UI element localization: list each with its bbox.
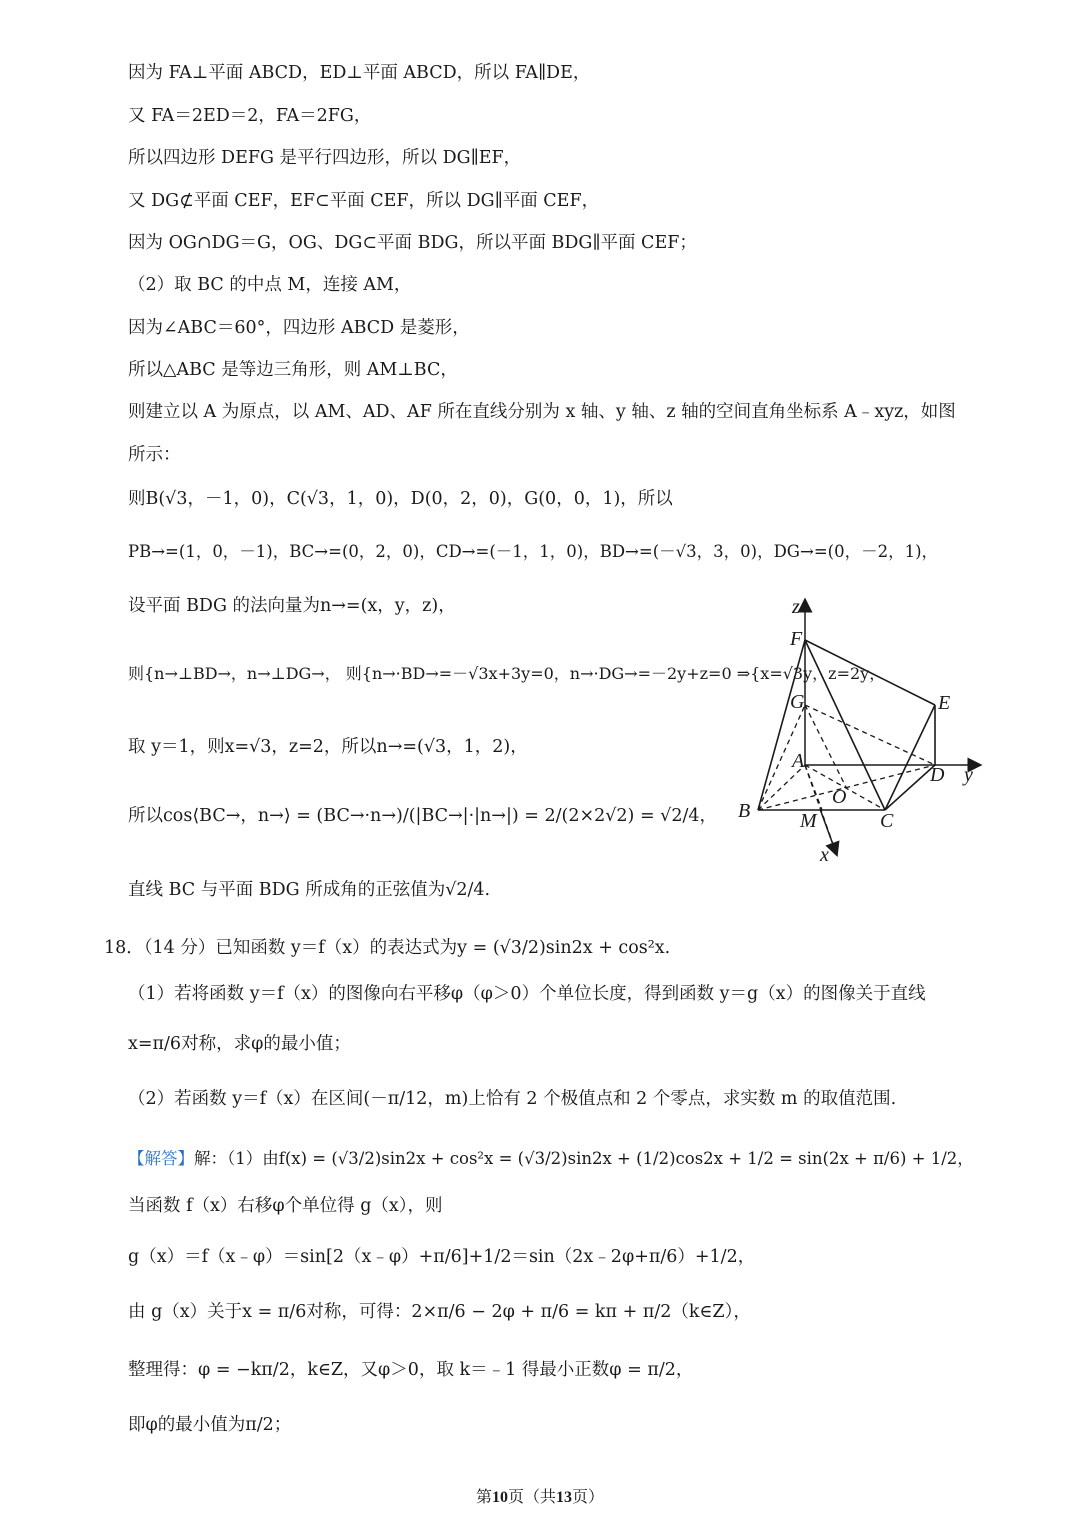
question-part-2: （2）若函数 y＝f（x）在区间(－π/12，m)上恰有 2 个极值点和 2 个零点，求实数 m 的取值范围. bbox=[128, 1089, 897, 1109]
text-line: 所示： bbox=[128, 445, 181, 465]
edge-FE bbox=[805, 640, 935, 705]
label-F: F bbox=[790, 628, 803, 650]
text-line: 所以四边形 DEFG 是平行四边形，所以 DG∥EF， bbox=[128, 148, 522, 168]
question-18-title: 18．（14 分）已知函数 y＝f（x）的表达式为y = (√3/2)sin2x + cos²x. bbox=[104, 938, 671, 958]
text-line: g（x）＝f（x﹣φ）＝sin[2（x﹣φ）+π/6]+1/2＝sin（2x﹣2φ+π/6）+1/2， bbox=[128, 1247, 756, 1267]
label-y: y bbox=[964, 764, 973, 786]
edge-GD bbox=[805, 705, 935, 765]
text-line: 因为 FA⊥平面 ABCD，ED⊥平面 ABCD，所以 FA∥DE， bbox=[128, 63, 591, 83]
label-C: C bbox=[880, 810, 894, 832]
text-line: 设平面 BDG 的法向量为n→=(x，y，z)， bbox=[128, 596, 456, 616]
text-line: 又 FA＝2ED＝2，FA＝2FG， bbox=[128, 106, 372, 126]
edge-GO bbox=[805, 705, 846, 787]
text-line: 所以cos⟨BC→，n→⟩ = (BC→·n→)/(|BC→|·|n→|) = 2/(2×2√2) = √2/4， bbox=[128, 806, 717, 826]
text-line: （2）取 BC 的中点 M，连接 AM， bbox=[128, 275, 412, 295]
edge-FB bbox=[758, 640, 805, 810]
label-G: G bbox=[790, 691, 805, 713]
text-line: 整理得：φ = −kπ/2，k∈Z，又φ＞0，取 k＝﹣1 得最小正数φ = π/2， bbox=[128, 1360, 694, 1380]
edge-BD bbox=[758, 765, 935, 810]
page-footer: 第10页（共13页） bbox=[475, 1489, 605, 1506]
text-line: 所以△ABC 是等边三角形，则 AM⊥BC， bbox=[128, 360, 458, 380]
text-line: 则建立以 A 为原点，以 AM、AD、AF 所在直线分别为 x 轴、y 轴、z 轴的空间直角坐标系 A﹣xyz，如图 bbox=[128, 402, 956, 422]
question-part-1: （1）若将函数 y＝f（x）的图像向右平移φ（φ＞0）个单位长度，得到函数 y＝g（x）的图像关于直线 bbox=[128, 984, 926, 1004]
text-line: 因为 OG∩DG＝G，OG、DG⊂平面 BDG，所以平面 BDG∥平面 CEF； bbox=[128, 233, 697, 253]
text-line: 当函数 f（x）右移φ个单位得 g（x），则 bbox=[128, 1196, 443, 1216]
label-z: z bbox=[792, 596, 800, 618]
answer-line bbox=[128, 1147, 974, 1171]
edge-AM bbox=[805, 765, 822, 810]
equation-system: 则{n→⊥BD→，n→⊥DG→， 则{n→·BD→=－√3x+3y=0，n→·DG→=－2y+z=0 ⇒{x=√3y，z=2y， bbox=[128, 664, 886, 683]
page-total: 13 bbox=[556, 1489, 572, 1506]
text-line: 即φ的最小值为π/2； bbox=[128, 1415, 292, 1435]
label-B: B bbox=[738, 800, 751, 822]
label-A: A bbox=[792, 750, 805, 772]
label-O: O bbox=[832, 786, 847, 808]
page-number: 10 bbox=[491, 1489, 508, 1506]
answer-tag: 【解答】 bbox=[128, 1149, 194, 1168]
text-line: 又 DG⊄平面 CEF，EF⊂平面 CEF，所以 DG∥平面 CEF， bbox=[128, 191, 600, 211]
geometry-figure bbox=[730, 595, 990, 870]
text-line: 直线 BC 与平面 BDG 所成角的正弦值为√2/4. bbox=[128, 880, 491, 900]
text-line: PB→=(1，0，－1)，BC→=(0，2，0)，CD→=(－1，1，0)，BD→=(－√3，3，0)，DG→=(0，－2，1)， bbox=[128, 542, 939, 561]
edge-FC bbox=[805, 640, 885, 810]
label-x: x bbox=[820, 844, 829, 866]
answer-text: 解：（1）由f(x) = (√3/2)sin2x + cos²x = (√3/2)sin2x + (1/2)cos2x + 1/2 = sin(2x + π/6) + 1/2， bbox=[194, 1149, 974, 1168]
label-E: E bbox=[938, 692, 951, 714]
label-M: M bbox=[800, 810, 817, 832]
edge-CE bbox=[885, 705, 935, 810]
text-line: 则B(√3，－1，0)，C(√3，1，0)，D(0，2，0)，G(0，0，1)，所以 bbox=[128, 489, 673, 509]
text-line: 因为∠ABC＝60°，四边形 ABCD 是菱形， bbox=[128, 318, 470, 338]
label-D: D bbox=[930, 764, 945, 786]
text-line: 由 g（x）关于x = π/6对称，可得：2×π/6 − 2φ + π/6 = kπ + π/2（k∈Z）， bbox=[128, 1302, 751, 1322]
text-line: x=π/6对称，求φ的最小值； bbox=[128, 1034, 351, 1054]
text-line: 取 y＝1，则x=√3，z=2，所以n→=(√3，1，2)， bbox=[128, 737, 528, 757]
